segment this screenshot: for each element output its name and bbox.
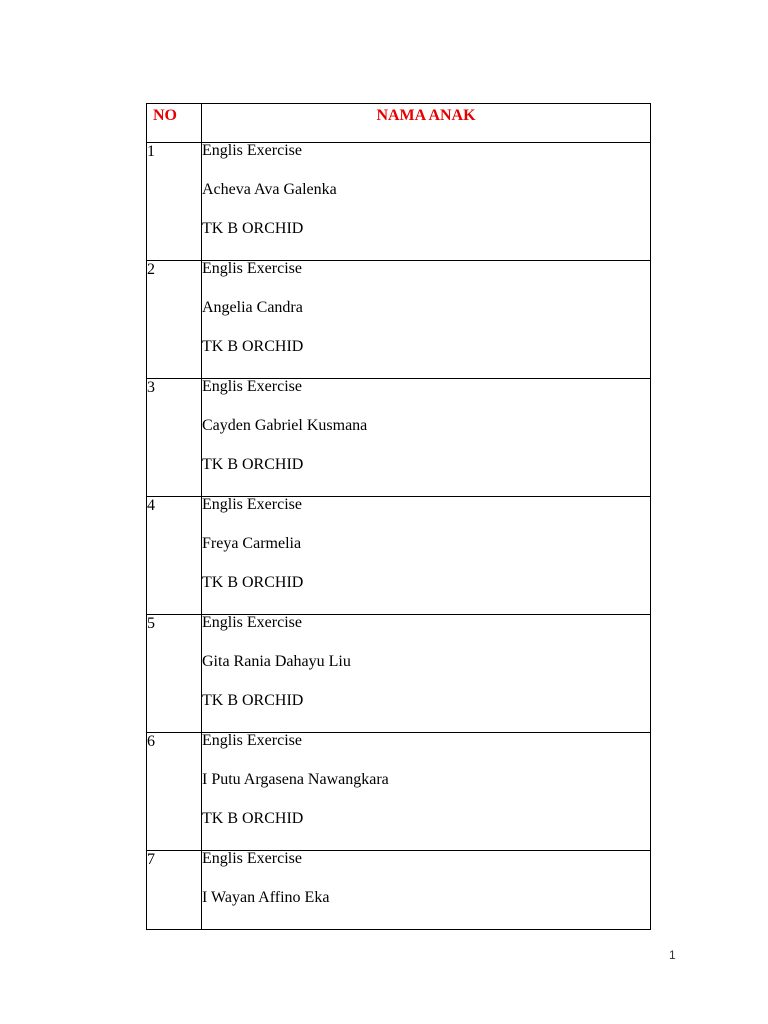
- table-row: [147, 261, 651, 379]
- row-entry: [202, 379, 651, 497]
- class-label: TK B ORCHID: [202, 692, 304, 709]
- activity-label: Englis Exercise: [202, 378, 302, 395]
- table-header-row: [147, 104, 651, 143]
- table-row: [147, 733, 651, 851]
- row-entry: [202, 851, 651, 930]
- child-name: Angelia Candra: [202, 299, 303, 316]
- class-label: TK B ORCHID: [202, 574, 304, 591]
- child-name: Cayden Gabriel Kusmana: [202, 417, 368, 434]
- row-number: 1: [147, 143, 202, 261]
- activity-label: Englis Exercise: [202, 496, 302, 513]
- row-number: 4: [147, 497, 202, 615]
- activity-label: Englis Exercise: [202, 614, 302, 631]
- row-entry: [202, 143, 651, 261]
- row-entry: [202, 497, 651, 615]
- activity-label: Englis Exercise: [202, 260, 302, 277]
- row-number: 5: [147, 615, 202, 733]
- table-row: [147, 379, 651, 497]
- child-name: Acheva Ava Galenka: [202, 181, 337, 198]
- class-label: TK B ORCHID: [202, 810, 304, 827]
- class-label: TK B ORCHID: [202, 456, 304, 473]
- header-nama-anak: NAMA ANAK: [202, 104, 651, 143]
- table-row: [147, 851, 651, 930]
- activity-label: Englis Exercise: [202, 850, 302, 867]
- children-table: [146, 103, 651, 930]
- row-number: 2: [147, 261, 202, 379]
- class-label: TK B ORCHID: [202, 220, 304, 237]
- row-entry: [202, 261, 651, 379]
- table-row: [147, 143, 651, 261]
- activity-label: Englis Exercise: [202, 732, 302, 749]
- row-entry: [202, 615, 651, 733]
- activity-label: Englis Exercise: [202, 142, 302, 159]
- child-name: Freya Carmelia: [202, 535, 302, 552]
- table-row: [147, 615, 651, 733]
- row-number: 6: [147, 733, 202, 851]
- page-number: 1: [669, 948, 676, 962]
- child-name: I Wayan Affino Eka: [202, 889, 330, 906]
- child-name: I Putu Argasena Nawangkara: [202, 771, 389, 788]
- table-row: [147, 497, 651, 615]
- child-name: Gita Rania Dahayu Liu: [202, 653, 351, 670]
- row-entry: [202, 733, 651, 851]
- row-number: 7: [147, 851, 202, 930]
- header-no: NO: [147, 104, 202, 143]
- row-number: 3: [147, 379, 202, 497]
- class-label: TK B ORCHID: [202, 338, 304, 355]
